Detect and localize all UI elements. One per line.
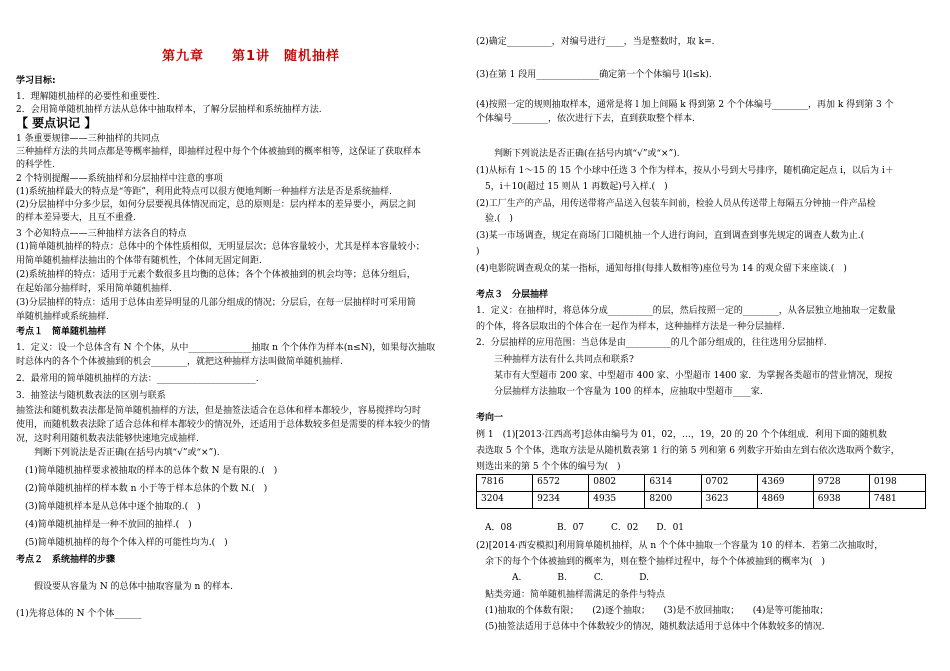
table-cell: 0702: [701, 475, 757, 492]
random-number-table: [476, 474, 926, 509]
table-row: [477, 492, 926, 509]
right-line: (4)按照一定的规则抽取样本，通常是将 l 加上间隔 k 得到第 2 个个体编号________，再加 k 得到第 3 个: [476, 100, 894, 110]
right-line: (1)从标有 1～15 的 15 个小球中任选 3 个作为样本，按从小号到大号排序，随机确定起点 i，以后为 i＋: [476, 166, 894, 176]
left-line: 使用，而随机数表法除了适合总体和样本都较少的情况外，还适用于总体数较多但是需要的样本较少的情: [16, 420, 431, 430]
page-title: 第九章 第1讲 随机抽样: [162, 49, 341, 64]
left-line: 在起始部分抽样时，采用简单随机抽样.: [16, 284, 172, 294]
left-line: 学习目标:: [16, 76, 56, 86]
left-line: 况，这时利用随机数表法能够快速地完成抽样.: [16, 434, 199, 444]
left-line: (1)先将总体的 N 个个体______: [16, 609, 142, 619]
right-line: (1)抽取的个体数有限； (2)逐个抽取； (3)是不放回抽取； (4)是等可能抽取；: [476, 606, 829, 616]
left-line: 单随机抽样或系统抽样.: [16, 312, 109, 322]
table-cell: 4369: [757, 475, 813, 492]
left-line: 判断下列说法是否正确(在括号内填“√”或“×”).: [16, 448, 220, 458]
left-line: 2．最常用的简单随机抽样的方法：______________________.: [16, 374, 259, 384]
left-line: 【 要点识记 】: [16, 116, 97, 130]
right-line: 三种抽样方法有什么共同点和联系?: [476, 355, 634, 365]
left-line: 用简单随机抽样法抽出的个体带有随机性，个体间无固定间距.: [16, 256, 262, 266]
right-line: (3)在第 1 段用______________确定第一个个体编号 l(l≤k).: [476, 70, 712, 80]
table-cell: 7816: [477, 475, 533, 492]
left-line: (4)简单随机抽样是一种不放回的抽样.( ): [16, 520, 192, 530]
left-line: 时总体内的各个个体被抽到的机会________，就把这种抽样方法叫做简单随机抽样.: [16, 357, 343, 367]
right-line: 5，i＋10(超过 15 则从 1 再数起)号入样.( ): [476, 182, 668, 192]
right-line: ): [476, 247, 480, 257]
right-line: 分层抽样方法抽取一个容量为 100 的样本，应抽取中型超市____家.: [476, 387, 763, 397]
table-cell: 3204: [477, 492, 533, 509]
table-cell: 9728: [813, 475, 869, 492]
right-line: (5)抽签法适用于总体中个体数较少的情况，随机数法适用于总体中个体数较多的情况.: [476, 622, 825, 632]
table-cell: 4935: [589, 492, 645, 509]
left-line: 假设要从容量为 N 的总体中抽取容量为 n 的样本.: [16, 582, 233, 592]
left-line: 三种抽样方法的共同点都是等概率抽样，即抽样过程中每个个体被抽到的概率相等，这保证了获取样本: [16, 147, 422, 157]
right-line: 的个体，将各层取出的个体合在一起作为样本，这种抽样方法是一种分层抽样.: [476, 322, 785, 332]
right-line: 某市有大型超市 200 家、中型超市 400 家、小型超市 1400 家．为掌握各类超市的营业情况，现按: [476, 371, 893, 381]
right-line: 考点３ 分层抽样: [476, 290, 549, 300]
left-line: 1 条重要规律——三种抽样的共同点: [16, 134, 160, 144]
right-line: (4)电影院调查观众的某一指标，通知每排(每排人数相等)座位号为 14 的观众留下来座谈.( ): [476, 264, 847, 274]
right-line: A. B. C. D.: [476, 573, 650, 583]
left-line: 1．理解随机抽样的必要性和重要性.: [16, 92, 160, 102]
left-line: (2)系统抽样的特点：适用于元素个数很多且均衡的总体；各个个体被抽到的机会均等；总体分组后，: [16, 270, 416, 280]
left-line: (3)简单随机样本是从总体中逐个抽取的.( ): [16, 502, 201, 512]
table-cell: 8200: [645, 492, 701, 509]
left-line: 考点１ 简单随机抽样: [16, 327, 107, 337]
table-cell: 9234: [533, 492, 589, 509]
right-line: 余下的每个个体被抽到的概率为，则在整个抽样过程中，每个个体被抽到的概率为( ): [476, 557, 826, 567]
left-line: 的科学性.: [16, 160, 55, 170]
right-line: 表选取 5 个个体，选取方法是从随机数表第 1 行的第 5 列和第 6 列数字开始由左到右依次选取两个数字，: [476, 446, 900, 456]
left-line: 3．抽签法与随机数表法的区别与联系: [16, 391, 166, 401]
table-cell: 6938: [813, 492, 869, 509]
right-line: (2)[2014·西安模拟]利用简单随机抽样，从 n 个个体中抽取一个容量为 10 的样本．若第二次抽取时，: [476, 541, 884, 551]
left-line: (2)分层抽样中分多少层，如何分层要视具体情况而定，总的原则是：层内样本的差异要小，两层之间: [16, 200, 416, 210]
right-line: (2)确定__________，对编号进行____，当是整数时，取 k=.: [476, 37, 715, 47]
left-line: (1)简单随机抽样要求被抽取的样本的总体个数 N 是有限的.( ): [16, 466, 278, 476]
left-line: 考点２ 系统抽样的步骤: [16, 555, 116, 565]
table-cell: 7481: [869, 492, 925, 509]
left-line: (2)简单随机抽样的样本数 n 小于等于样本总体的个数 N.( ): [16, 484, 268, 494]
left-line: 3 个必知特点——三种抽样方法各自的特点: [16, 229, 187, 239]
left-line: (1)简单随机抽样的特点：总体中的个体性质相似，无明显层次；总体容量较小，尤其是样本容量较小；: [16, 242, 425, 252]
table-cell: 0198: [869, 475, 925, 492]
right-line: 考向一: [476, 413, 504, 423]
right-line: A．08 B．07 C．02 D．01: [476, 523, 685, 533]
left-line: 2 个特别提醒——系统抽样和分层抽样中注意的事项: [16, 174, 223, 184]
right-line: (3)某一市场调查，规定在商场门口随机抽一个人进行询问，直到调查到事先规定的调查人数为止.(: [476, 231, 865, 241]
table-cell: 3623: [701, 492, 757, 509]
left-line: 2．会用简单随机抽样方法从总体中抽取样本，了解分层抽样和系统抽样方法.: [16, 105, 322, 115]
left-line: 1．定义：设一个总体含有 N 个个体，从中______________抽取 n 个个体作为样本(n≤N)，如果每次抽取: [16, 343, 436, 353]
table-row: [477, 475, 926, 492]
right-line: 1．定义：在抽样时，将总体分成__________的层，然后按照一定的________，从各层独立地抽取一定数量: [476, 306, 896, 316]
right-line: 判断下列说法是否正确(在括号内填“√”或“×”).: [476, 149, 680, 159]
right-line: 验.( ): [476, 214, 513, 224]
right-line: 例 1 (1)[2013·江西高考]总体由编号为 01，02，…，19，20 的 20 个个体组成．利用下面的随机数: [476, 430, 887, 440]
right-line: (2)工厂生产的产品，用传送带将产品送入包装车间前，检验人员从传送带上每隔五分钟抽一件产品检: [476, 199, 876, 209]
right-line: 鲇类旁通：简单随机抽样需满足的条件与特点: [476, 590, 666, 600]
left-line: (5)简单随机抽样的每个个体入样的可能性均为.( ): [16, 538, 228, 548]
table-cell: 6314: [645, 475, 701, 492]
right-line: 个体编号________，依次进行下去，直到获取整个样本.: [476, 114, 695, 124]
left-line: 的样本差异要大，且互不重叠.: [16, 213, 136, 223]
table-cell: 0802: [589, 475, 645, 492]
left-line: (3)分层抽样的特点：适用于总体由差异明显的几部分组成的情况；分层后，在每一层抽样时可采用简: [16, 298, 416, 308]
table-cell: 6572: [533, 475, 589, 492]
left-line: (1)系统抽样最大的特点是“等距”，利用此特点可以很方便地判断一种抽样方法是否是系统抽样.: [16, 187, 392, 197]
right-line: 2．分层抽样的应用范围：当总体是由__________的几个部分组成的，往往选用分层抽样.: [476, 338, 827, 348]
right-line: 则选出来的第 5 个个体的编号为( ): [476, 462, 621, 472]
table-cell: 4869: [757, 492, 813, 509]
left-line: 抽签法和随机数表法都是简单随机抽样的方法，但是抽签法适合在总体和样本都较少，容易搅拌均匀时: [16, 406, 422, 416]
